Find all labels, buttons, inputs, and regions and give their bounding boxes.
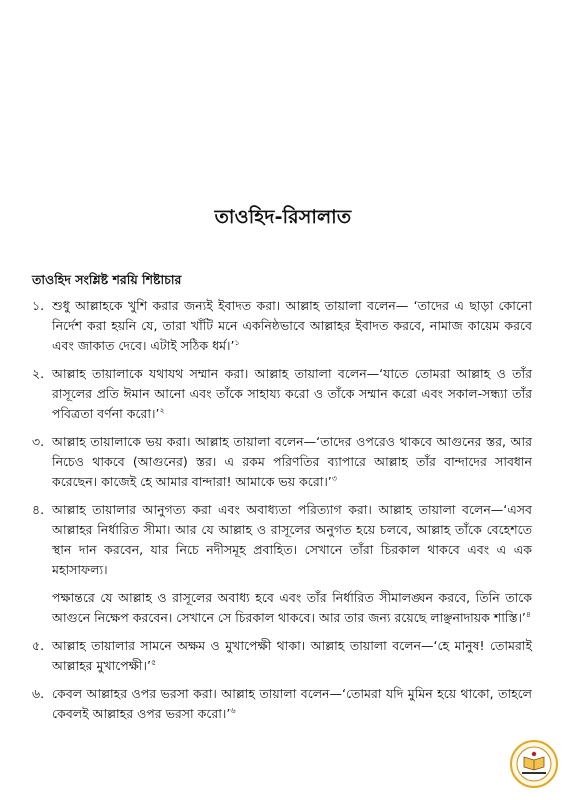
rule-item xyxy=(32,684,532,724)
rule-text xyxy=(52,364,532,424)
rule-item xyxy=(32,364,532,424)
rule-number: ৬. xyxy=(32,686,45,701)
rule-item xyxy=(32,432,532,492)
rule-paragraph: আল্লাহ তায়ালার আনুগত্য করা এবং অবাধ্যতা পরিত্যাগ করা। আল্লাহ তায়ালা বলেন—‘এসব আল্লাহর নির্ধারিত সীমা। আর যে আল্লাহ ও রাসূলের অনুগত হয়ে চলবে, আল্লাহ তাঁকে বেহেশতে স্থান দান করবেন, যার নিচে নদীসমূহ প্রবাহিত। সেখানে তাঁরা চিরকাল থাকবে এবং এ এক মহাসাফল্য। xyxy=(52,502,532,577)
rule-paragraph: শুধু আল্লাহকে খুশি করার জন্যই ইবাদত করা। আল্লাহ তায়ালা বলেন— ‘তাদের এ ছাড়া কোনো নির্দেশ করা হয়নি যে, তারা খাঁটি মনে একনিষ্ঠভাবে আল্লাহর ইবাদত করবে, নামাজ কায়েম করবে এবং জাকাত দেবে। এটাই সঠিক ধর্ম।’ xyxy=(52,298,532,353)
footnote-marker: ১ xyxy=(234,337,240,347)
rule-text xyxy=(52,684,532,724)
section-heading: তাওহিদ সংশ্লিষ্ট শরয়ি শিষ্টাচার xyxy=(32,272,182,287)
footnote-marker: ৩ xyxy=(331,473,337,483)
rule-item xyxy=(32,636,532,676)
rule-text xyxy=(52,432,532,492)
rule-paragraph-continued: পক্ষান্তরে যে আল্লাহ ও রাসূলের অবাধ্য হবে এবং তাঁর নির্ধারিত সীমালঙ্ঘন করবে, তিনি তাকে আগুনে নিক্ষেপ করবেন। সেখানে সে চিরকাল থাকবে। আর তার জন্য রয়েছে লাঞ্ছনাদায়ক শাস্তি।’ xyxy=(52,590,532,625)
rule-number: ৫. xyxy=(32,638,45,653)
rule-paragraph: আল্লাহ তায়ালার সামনে অক্ষম ও মুখাপেক্ষী থাকা। আল্লাহ তায়ালা বলেন—‘হে মানুষ! তোমরাই আল্লাহর মুখাপেক্ষী।’ xyxy=(52,638,532,673)
rule-paragraph: কেবল আল্লাহর ওপর ভরসা করা। আল্লাহ তায়ালা বলেন—‘তোমরা যদি মুমিন হয়ে থাকো, তাহলে কেবলই আল্লাহর ওপর ভরসা করো।’ xyxy=(52,686,532,721)
rule-text xyxy=(52,296,532,356)
rule-number: ৪. xyxy=(32,502,45,517)
rule-number: ১. xyxy=(32,298,45,313)
rule-text xyxy=(52,636,532,676)
footnote-marker: ২ xyxy=(159,405,165,415)
rule-item xyxy=(32,500,532,628)
rule-number: ২. xyxy=(32,366,45,381)
book-logo-graphic xyxy=(512,742,556,786)
rule-text xyxy=(52,500,532,628)
rule-item xyxy=(32,296,532,356)
rule-paragraph: আল্লাহ তায়ালাকে ভয় করা। আল্লাহ তায়ালা বলেন—‘তাদের ওপরেও থাকবে আগুনের স্তর, আর নিচেও থাকবে (আগুনের) স্তর। এ রকম পরিণতির ব্যাপারে আল্লাহ তাঁর বান্দাদের সাবধান করেছেন। কাজেই হে আমার বান্দারা! আমাকে ভয় করো।’ xyxy=(52,434,532,489)
footnote-marker: ৪ xyxy=(525,609,532,619)
book-logo-icon xyxy=(510,740,558,788)
rule-number: ৩. xyxy=(32,434,45,449)
footnote-marker: ৬ xyxy=(230,705,236,715)
rules-list xyxy=(32,296,532,732)
rule-paragraph: আল্লাহ তায়ালাকে যথাযথ সম্মান করা। আল্লাহ তায়ালা বলেন—‘যাতে তোমরা আল্লাহ ও তাঁর রাসূলের প্রতি ঈমান আনো এবং তাঁকে সাহায্য করো ও তাঁকে সম্মান করো এবং সকাল-সন্ধ্যা তাঁর পবিত্রতা বর্ণনা করো।’ xyxy=(52,366,532,421)
footnote-marker: ৫ xyxy=(150,657,157,667)
chapter-title: তাওহিদ-রিসালাত xyxy=(214,206,352,228)
